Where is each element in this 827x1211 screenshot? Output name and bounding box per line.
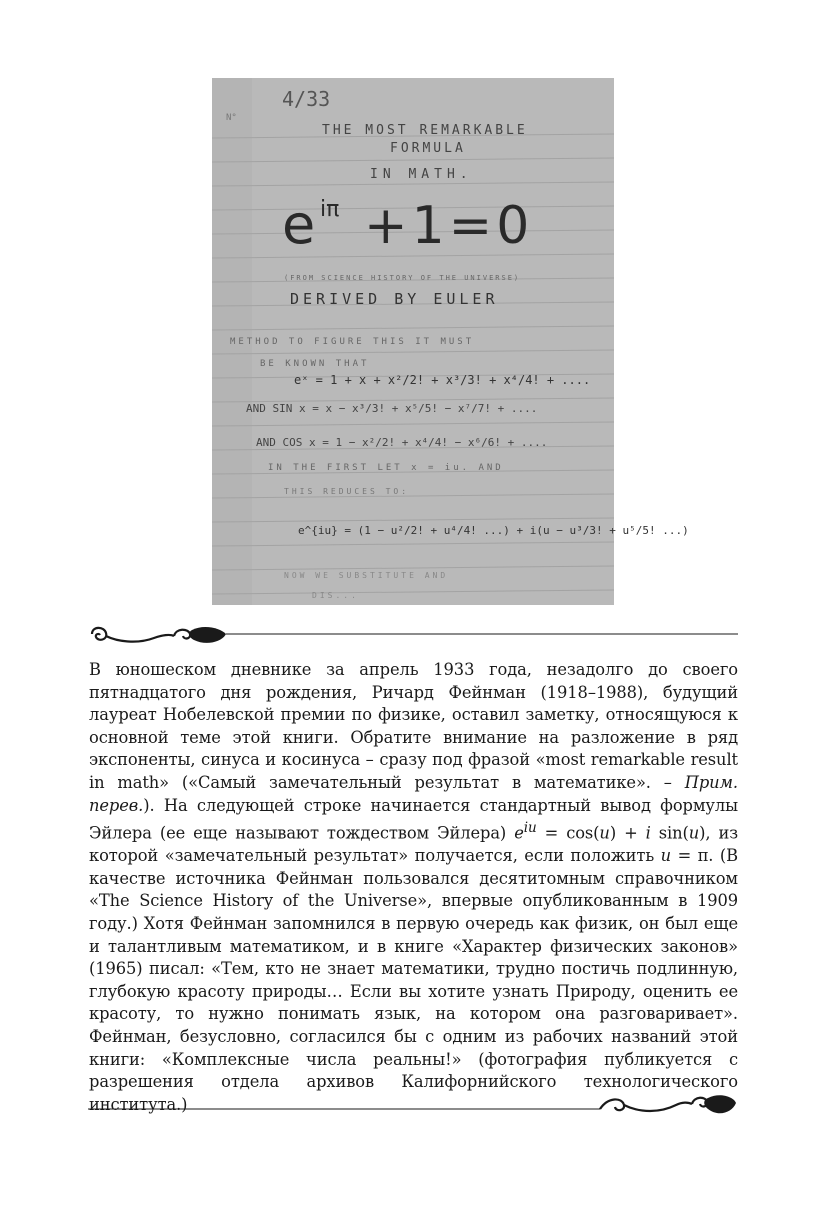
series-substitute: NOW WE SUBSTITUTE AND [284,571,449,580]
formula-u-3: u [660,846,672,866]
formula-equals-pi: = π [671,846,709,866]
formula-cos: = cos( [536,823,600,843]
series-let: IN THE FIRST LET x = iu. AND [268,463,504,473]
method-line-2: BE KNOWN THAT [260,359,370,369]
side-mark: N° [226,113,237,123]
formula-exponent-symbol: iu [523,820,537,837]
caption-text-4: . (В качестве источника Фейнман пользовался десятитомным справочником «The Science History of the Universe», впервые опубликованным в 1909 году.) Хотя Фейнман запомнился в первую очередь как физик, он был еще и талантливым математиком, и в книге «Характер физических законов» (1965) писал: «Тем, кто не знает математики, трудно постичь подлинную, глубокую красоту природы… Если вы хотите узнать Природу, оценить ее красоту, то нужно понимать язык, на котором она разговаривает». Фейнман, безусловно, согласился бы с одним из рабочих названий этой книги: «Комплексные числа реальны!» (фотография публикуется с разрешения отдела архивов Калифорнийского технологического института.) [89,846,738,1114]
caption-translator-note: Прим. перев. [89,772,738,815]
formula-sin: sin( [650,823,689,843]
formula-rest: +1=0 [364,196,534,256]
caption-text-3: , из которой «замечательный результат» получается, если положить [89,823,739,866]
formula-plus: ) + [609,823,646,843]
method-line-1: METHOD TO FIGURE THIS IT MUST [230,337,475,347]
formula-e-symbol: e [514,823,524,843]
caption-paragraph [89,659,738,1116]
formula-exponent: iπ [320,197,340,222]
caption-text-2: ). На следующей строке начинается стандартный вывод формулы Эйлера (ее еще называют тождеством Эйлера) [89,795,738,843]
series-euler: e^{iu} = (1 − u²/2! + u⁴/4! ...) + i(u − u³/3! + u⁵/5! ...) [298,524,689,537]
title-line-1: THE MOST REMARKABLE [322,123,528,138]
series-reduces: THIS REDUCES TO: [284,487,410,496]
figure-caption [89,659,738,1116]
notebook-page-drawing [212,78,689,605]
page-number: 4/33 [282,87,331,111]
title-line-2: FORMULA [390,141,466,156]
formula-u-2: u [688,823,700,843]
formula-u-1: u [599,823,610,843]
title-line-3: IN MATH. [370,167,473,182]
caption-text-1: В юношеском дневнике за апрель 1933 года, незадолго до своего пятнадцатого дня рождения, Ричард Фейнман (1918–1988), будущий лауреат Нобелевской премии по физике, оставил заметку, относящуюся к основной теме этой книги. Обратите внимание на разложение в ряд экспоненты, синуса и косинуса – сразу под фразой «most remarkable result in math» («Самый замечательный результат в математике». – [89,660,738,792]
formula-e: e [282,193,316,256]
series-sin: AND SIN x = x − x³/3! + x⁵/5! − x⁷/7! + .... [246,402,538,415]
series-cut: DIS... [312,591,359,600]
series-exp: eˣ = 1 + x + x²/2! + x³/3! + x⁴/4! + .... [294,373,591,387]
ornament-divider-top [88,622,738,652]
derived-by: DERIVED BY EULER [290,290,499,308]
source-note: (FROM SCIENCE HISTORY OF THE UNIVERSE) [284,274,521,282]
formula-i: i [645,823,651,843]
notebook-photo [212,78,689,605]
series-cos: AND COS x = 1 − x²/2! + x⁴/4! − x⁶/6! + .... [256,436,548,449]
formula-close: ) [699,823,706,843]
ornament-divider-bottom [88,1089,738,1125]
